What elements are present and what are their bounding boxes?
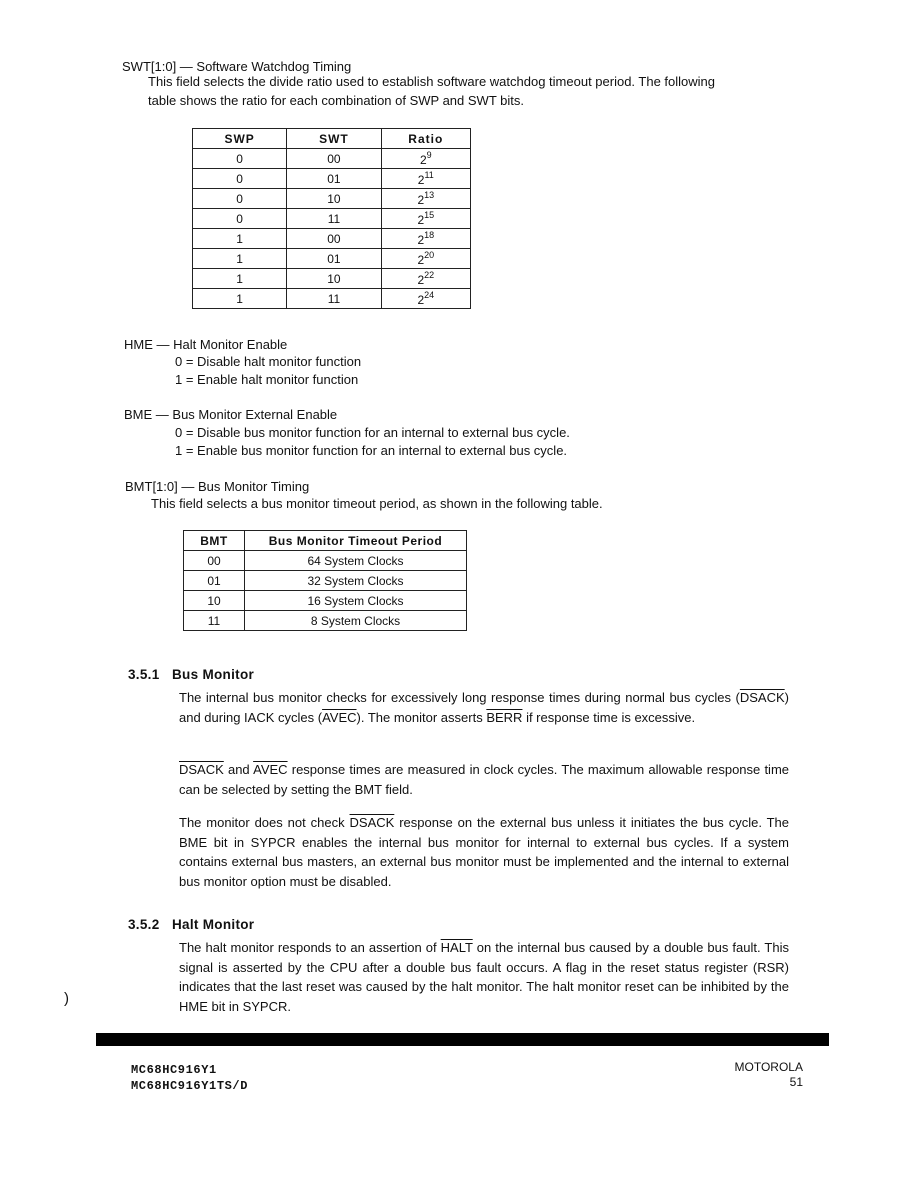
margin-mark: ): [64, 990, 69, 1007]
table-header-row: [184, 531, 467, 551]
cell-period: 8 System Clocks: [245, 611, 467, 631]
cell-bmt: 11: [184, 611, 245, 631]
column-header-swp: SWP: [193, 129, 287, 149]
cell-ratio: $2^{20}$: [381, 249, 470, 269]
bmt-description: This field selects a bus monitor timeout period, as shown in the following table.: [151, 496, 603, 511]
cell-bmt: 01: [184, 571, 245, 591]
footer-rule: [96, 1033, 829, 1046]
signal-halt: HALT: [440, 940, 473, 955]
cell-ratio: $2^{18}$: [381, 229, 470, 249]
cell-swt: 00: [287, 149, 381, 169]
swt-title: SWT[1:0] — Software Watchdog Timing: [122, 59, 352, 74]
section-number: 3.5.1: [128, 667, 160, 682]
table-row: [184, 591, 467, 611]
cell-swt: 11: [287, 289, 381, 309]
cell-swp: 0: [193, 169, 287, 189]
cell-ratio: $2^{22}$: [381, 269, 470, 289]
hme-title: HME — Halt Monitor Enable: [124, 337, 288, 352]
cell-ratio: $2^{11}$: [381, 169, 470, 189]
bme-option-1: 1 = Enable bus monitor function for an internal to external bus cycle.: [175, 443, 568, 458]
bmt-title: BMT[1:0] — Bus Monitor Timing: [125, 479, 310, 494]
table-header-row: [193, 129, 471, 149]
section-title: Bus Monitor: [172, 667, 255, 682]
cell-ratio: $2^{15}$: [381, 209, 470, 229]
table-row: [193, 189, 471, 209]
bme-title: BME — Bus Monitor External Enable: [124, 407, 338, 422]
cell-swt: 01: [287, 249, 381, 269]
table-row: [193, 229, 471, 249]
table-row: [193, 269, 471, 289]
section-heading-bus-monitor: [128, 667, 254, 682]
bmt-timeout-table: [183, 530, 467, 631]
table-row: [184, 571, 467, 591]
cell-swp: 0: [193, 149, 287, 169]
signal-avec: AVEC: [322, 709, 357, 725]
signal-avec: AVEC: [253, 762, 288, 777]
bus-monitor-paragraph-2: DSACK and AVEC response times are measured in clock cycles. The maximum allowable response time can be selected by setting the BMT field.: [179, 762, 789, 797]
cell-swp: 1: [193, 289, 287, 309]
cell-period: 16 System Clocks: [245, 591, 467, 611]
cell-swt: 01: [287, 169, 381, 189]
section-number: 3.5.2: [128, 917, 160, 932]
cell-swp: 1: [193, 249, 287, 269]
table-row: [184, 611, 467, 631]
cell-swp: 1: [193, 269, 287, 289]
table-row: [193, 209, 471, 229]
cell-swt: 10: [287, 189, 381, 209]
cell-swp: 0: [193, 209, 287, 229]
signal-dsack: DSACK: [349, 815, 395, 830]
cell-swp: 1: [193, 229, 287, 249]
table-row: [193, 149, 471, 169]
footer-part-number: MC68HC916Y1: [131, 1063, 217, 1077]
table-row: [193, 249, 471, 269]
column-header-period: Bus Monitor Timeout Period: [245, 531, 467, 551]
swt-description-line-1: This field selects the divide ratio used to establish software watchdog timeout period. The following: [148, 74, 716, 89]
cell-swt: 11: [287, 209, 381, 229]
cell-swt: 00: [287, 229, 381, 249]
bus-monitor-paragraph-3: The monitor does not check DSACK response on the external bus unless it initiates the bus cycle. The BME bit in SYPCR enables the internal bus monitor for internal to external bus cycles. If a system contains external bus masters, an external bus monitor must be implemented and the internal to external bus monitor option must be disabled.: [179, 815, 789, 889]
table-row: [193, 169, 471, 189]
footer-company: MOTOROLA: [734, 1060, 803, 1074]
page-number: 51: [789, 1075, 803, 1089]
signal-berr: BERR: [486, 709, 523, 725]
swt-description-line-2: table shows the ratio for each combination of SWP and SWT bits.: [148, 93, 524, 108]
cell-bmt: 10: [184, 591, 245, 611]
bme-option-0: 0 = Disable bus monitor function for an internal to external bus cycle.: [175, 425, 570, 440]
cell-period: 64 System Clocks: [245, 551, 467, 571]
hme-option-0: 0 = Disable halt monitor function: [175, 354, 362, 369]
signal-dsack: DSACK: [179, 762, 224, 777]
footer-document-id: [131, 1062, 248, 1094]
section-title: Halt Monitor: [172, 917, 255, 932]
signal-dsack: DSACK: [739, 690, 785, 705]
cell-ratio: $2^9$: [381, 149, 470, 169]
cell-bmt: 00: [184, 551, 245, 571]
swt-ratio-table: [192, 128, 471, 309]
footer-publisher: [735, 1060, 803, 1090]
hme-option-1: 1 = Enable halt monitor function: [175, 372, 359, 387]
cell-ratio: $2^{24}$: [381, 289, 470, 309]
cell-ratio: $2^{13}$: [381, 189, 470, 209]
footer-document-number: MC68HC916Y1TS/D: [131, 1079, 249, 1093]
cell-swp: 0: [193, 189, 287, 209]
bus-monitor-paragraph-1: The internal bus monitor checks for excessively long response times during normal bus cycles (DSACK) and during IACK cycles (AVEC). The monitor asserts BERR if response time is excessive.: [179, 690, 789, 725]
halt-monitor-paragraph: The halt monitor responds to an assertion of HALT on the internal bus caused by a double bus fault. This signal is asserted by the CPU after a double bus fault occurs. A flag in the reset status register (RSR) indicates that the last reset was caused by the halt monitor. The halt monitor reset can be inhibited by the HME bit in SYPCR.: [179, 940, 789, 1014]
column-header-bmt: BMT: [184, 531, 245, 551]
column-header-swt: SWT: [287, 129, 381, 149]
table-row: [193, 289, 471, 309]
table-row: [184, 551, 467, 571]
column-header-ratio: Ratio: [381, 129, 470, 149]
section-heading-halt-monitor: [128, 917, 254, 932]
cell-swt: 10: [287, 269, 381, 289]
cell-period: 32 System Clocks: [245, 571, 467, 591]
